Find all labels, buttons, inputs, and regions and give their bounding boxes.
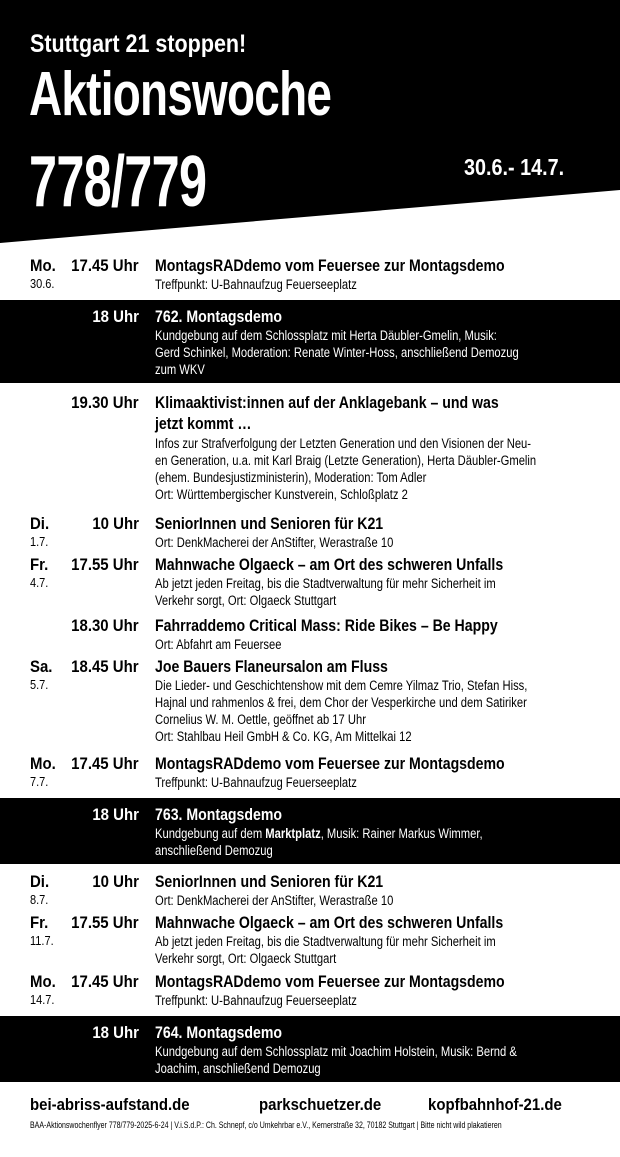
event-line: Ort: Stahlbau Heil GmbH & Co. KG, Am Mittelkai 12 [155, 729, 412, 744]
event-line-rich: Kundgebung auf dem Marktplatz, Musik: Rainer Markus Wimmer, [155, 826, 483, 841]
event-time: 17.45 Uhr [71, 972, 139, 991]
event-line: Cornelius W. M. Oettle, geöffnet ab 17 Uhr [155, 712, 366, 727]
event-line: Die Lieder- und Geschichtenshow mit dem Cemre Yilmaz Trio, Stefan Hiss, [155, 678, 528, 693]
event-description [155, 435, 587, 503]
event-line: Gerd Schinkel, Moderation: Renate Winter-Hoss, anschließend Demozug [155, 345, 519, 360]
event-date: 30.6. [30, 277, 55, 291]
event-day: Mo. [30, 972, 56, 991]
event-title: SeniorInnen und Senioren für K21 [155, 872, 384, 891]
footer-links [0, 1095, 620, 1119]
event-item [0, 754, 620, 794]
event-description [155, 892, 587, 909]
header-number: 778/779 [29, 142, 207, 222]
event-time: 18 Uhr [92, 805, 139, 824]
event-line: Hajnal und rahmenlos & frei, dem Chor der Vesperkirche und dem Satiriker [155, 695, 527, 710]
event-date: 1.7. [30, 535, 49, 549]
event-item [0, 555, 620, 613]
event-item [0, 872, 620, 912]
event-item [0, 972, 620, 1012]
footer-link-parkschuetzer[interactable]: parkschuetzer.de [259, 1095, 382, 1114]
event-time: 18.30 Uhr [71, 616, 139, 635]
event-line: Treffpunkt: U-Bahnaufzug Feuerseeplatz [155, 993, 357, 1008]
event-day: Fr. [30, 555, 49, 574]
event-day: Di. [30, 872, 50, 891]
event-item [0, 514, 620, 554]
event-description [155, 534, 587, 551]
event-line: Ort: Abfahrt am Feuersee [155, 637, 282, 652]
event-description [155, 933, 587, 967]
event-title: Mahnwache Olgaeck – am Ort des schweren Unfalls [155, 913, 504, 932]
event-time: 18 Uhr [92, 1023, 139, 1042]
event-item [0, 393, 620, 511]
event-title-continued: jetzt kommt … [155, 414, 252, 433]
event-time: 10 Uhr [92, 872, 139, 891]
event-time: 17.55 Uhr [71, 555, 139, 574]
event-line: Verkehr sorgt, Ort: Olgaeck Stuttgart [155, 593, 337, 608]
event-line: Kundgebung auf dem Schlossplatz mit Joachim Holstein, Musik: Bernd & [155, 1044, 517, 1059]
event-line: Ort: Württembergischer Kunstverein, Schloßplatz 2 [155, 487, 408, 502]
event-title: 762. Montagsdemo [155, 307, 283, 326]
event-line: Kundgebung auf dem Schlossplatz mit Herta Däubler-Gmelin, Musik: [155, 328, 497, 343]
event-item [0, 913, 620, 971]
event-date: 7.7. [30, 775, 49, 789]
event-item [0, 256, 620, 296]
event-time: 18.45 Uhr [71, 657, 139, 676]
event-line: Treffpunkt: U-Bahnaufzug Feuerseeplatz [155, 775, 357, 790]
event-item-highlight [0, 1016, 620, 1082]
event-line: (ehem. Bundesjustizministerin), Moderation: Tom Adler [155, 470, 427, 485]
event-time: 19.30 Uhr [71, 393, 139, 412]
event-line: Verkehr sorgt, Ort: Olgaeck Stuttgart [155, 951, 337, 966]
event-description [155, 774, 587, 791]
event-title: SeniorInnen und Senioren für K21 [155, 514, 384, 533]
event-time: 17.55 Uhr [71, 913, 139, 932]
event-line: Ort: DenkMacherei der AnStifter, Werastraße 10 [155, 535, 394, 550]
event-line: Ab jetzt jeden Freitag, bis die Stadtverwaltung für mehr Sicherheit im [155, 576, 496, 591]
event-description [155, 575, 587, 609]
event-line: Joachim, anschließend Demozug [155, 1061, 321, 1076]
event-day: Fr. [30, 913, 49, 932]
event-description [155, 992, 587, 1009]
footer-link-bei-abriss-aufstand[interactable]: bei-abriss-aufstand.de [30, 1095, 190, 1114]
event-day: Di. [30, 514, 50, 533]
event-day: Mo. [30, 754, 56, 773]
event-line: en Generation, u.a. mit Karl Braig (Letzte Generation), Herta Däubler-Gmelin [155, 453, 537, 468]
event-line: Infos zur Strafverfolgung der Letzten Generation und den Visionen der Neu- [155, 436, 532, 451]
event-date: 4.7. [30, 576, 49, 590]
header-title: Aktionswoche [29, 60, 332, 129]
event-date: 5.7. [30, 678, 49, 692]
event-title: 763. Montagsdemo [155, 805, 283, 824]
event-description [155, 327, 587, 378]
event-line: Ab jetzt jeden Freitag, bis die Stadtverwaltung für mehr Sicherheit im [155, 934, 496, 949]
event-description [155, 825, 587, 859]
event-date: 14.7. [30, 993, 55, 1007]
event-time: 18 Uhr [92, 307, 139, 326]
event-time: 17.45 Uhr [71, 754, 139, 773]
event-line: zum WKV [155, 362, 205, 377]
event-description [155, 1043, 587, 1077]
event-time: 17.45 Uhr [71, 256, 139, 275]
event-day: Sa. [30, 657, 53, 676]
event-item-highlight [0, 798, 620, 864]
event-title: MontagsRADdemo vom Feuersee zur Montagsdemo [155, 754, 505, 773]
event-title: Fahrraddemo Critical Mass: Ride Bikes – Be Happy [155, 616, 498, 635]
event-description [155, 677, 587, 745]
header-dates: 30.6.- 14.7. [464, 154, 565, 180]
event-line: anschließend Demozug [155, 843, 273, 858]
header-subtitle: Stuttgart 21 stoppen! [30, 30, 247, 58]
header-banner [0, 0, 620, 245]
event-day: Mo. [30, 256, 56, 275]
event-date: 8.7. [30, 893, 49, 907]
event-date: 11.7. [30, 934, 54, 948]
event-line: Treffpunkt: U-Bahnaufzug Feuerseeplatz [155, 277, 357, 292]
event-description [155, 636, 587, 653]
event-item [0, 616, 620, 654]
event-item [0, 657, 620, 751]
footer-link-kopfbahnhof-21[interactable]: kopfbahnhof-21.de [428, 1095, 562, 1114]
event-title: MontagsRADdemo vom Feuersee zur Montagsdemo [155, 972, 505, 991]
imprint: BAA-Aktionswochenflyer 778/779-2025-6-24 | V.i.S.d.P.: Ch. Schnepf, c/o Umkehrbar e.V., Kernerstraße 32, 70182 Stuttgart | Bitte nicht wild plakatieren [30, 1120, 502, 1130]
event-title: 764. Montagsdemo [155, 1023, 283, 1042]
event-title: Klimaaktivist:innen auf der Anklagebank – und was [155, 393, 499, 412]
event-time: 10 Uhr [92, 514, 139, 533]
event-title: Joe Bauers Flaneursalon am Fluss [155, 657, 388, 676]
event-title: Mahnwache Olgaeck – am Ort des schweren Unfalls [155, 555, 504, 574]
event-line: Ort: DenkMacherei der AnStifter, Werastraße 10 [155, 893, 394, 908]
event-item-highlight [0, 300, 620, 383]
event-title: MontagsRADdemo vom Feuersee zur Montagsdemo [155, 256, 505, 275]
event-description [155, 276, 587, 293]
